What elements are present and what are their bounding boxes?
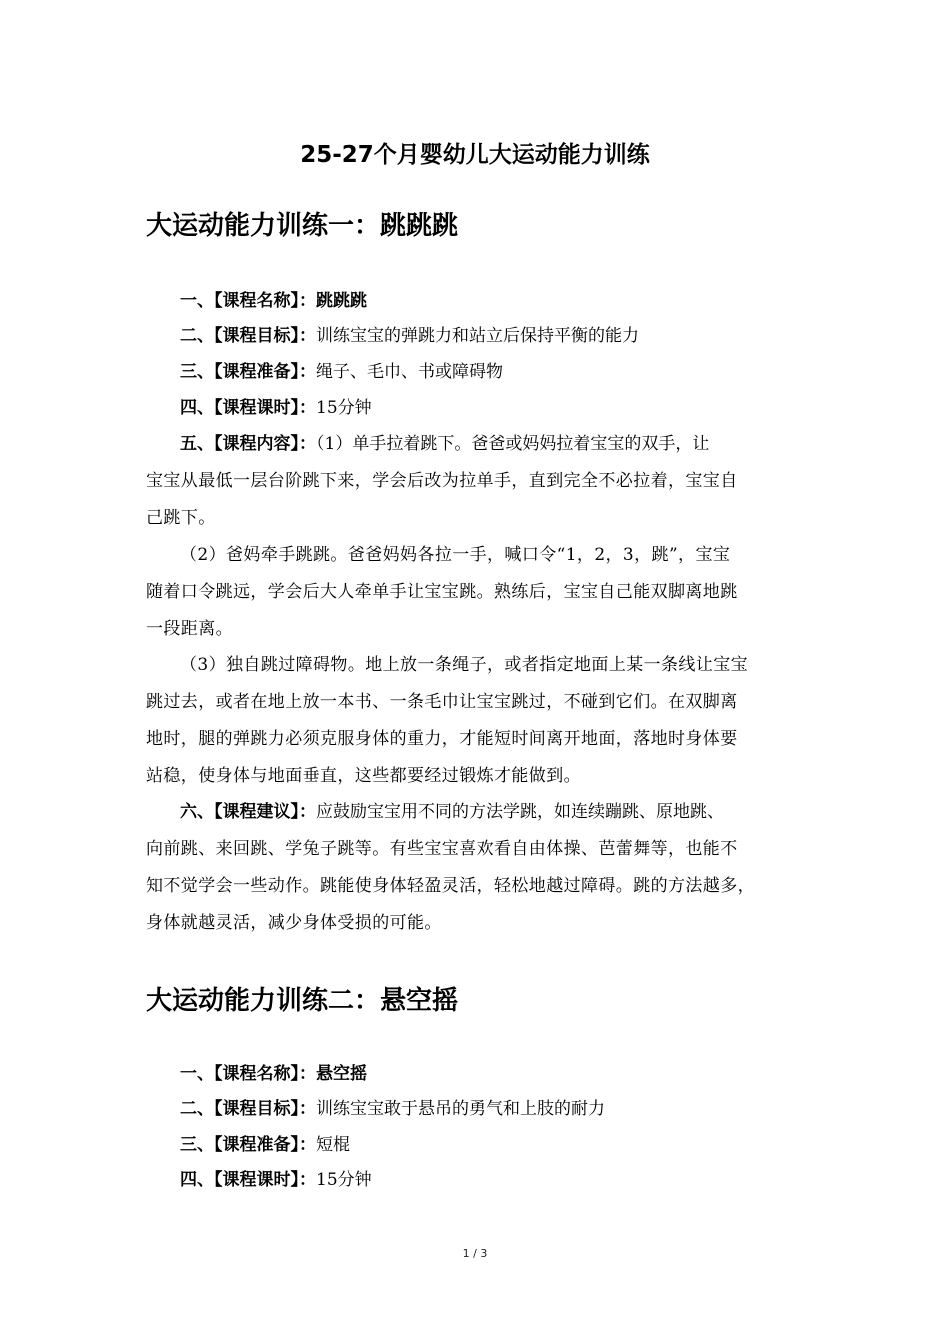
content-line: 地时，腿的弹跳力必须克服身体的重力，才能短时间离开地面，落地时身体要 <box>146 729 738 749</box>
s2-course-name-label: 一、【课程名称】： <box>180 1064 316 1084</box>
s1-course-prep <box>180 360 503 384</box>
advice-line: 向前跳、来回跳、学兔子跳等。有些宝宝喜欢看自由体操、芭蕾舞等，也能不 <box>146 839 738 859</box>
content-line: 己跳下。 <box>146 508 216 528</box>
s1-course-time <box>180 396 372 420</box>
s2-course-name-value: 悬空摇 <box>316 1064 367 1084</box>
s2-course-prep-value: 短棍 <box>316 1135 350 1155</box>
section-2-heading: 大运动能力训练二：悬空摇 <box>146 986 459 1016</box>
s1-course-advice-label: 六、【课程建议】： <box>180 802 316 822</box>
s2-course-goal-label: 二、【课程目标】： <box>180 1099 316 1119</box>
s2-course-time-label: 四、【课程课时】： <box>180 1170 316 1190</box>
advice-line: 知不觉学会一些动作。跳能使身体轻盈灵活，轻松地越过障碍。跳的方法越多， <box>146 876 755 896</box>
s1-course-advice <box>180 800 724 824</box>
s1-course-prep-label: 三、【课程准备】： <box>180 362 316 382</box>
content-line: 一段距离。 <box>146 619 233 639</box>
s1-course-name-value: 跳跳跳 <box>316 291 367 311</box>
s2-course-time <box>180 1168 372 1192</box>
s2-course-prep-label: 三、【课程准备】： <box>180 1135 316 1155</box>
s1-course-content <box>180 432 709 456</box>
s1-course-time-label: 四、【课程课时】： <box>180 398 316 418</box>
advice-line: 应鼓励宝宝用不同的方法学跳，如连续蹦跳、原地跳、 <box>316 802 724 822</box>
s1-course-time-value: 15分钟 <box>316 398 372 418</box>
content-line: 随着口令跳远，学会后大人牵单手让宝宝跳。熟练后，宝宝自己能双脚离地跳 <box>146 582 738 602</box>
s1-course-goal-value: 训练宝宝的弹跳力和站立后保持平衡的能力 <box>316 326 639 346</box>
advice-line: 身体就越灵活，减少身体受损的可能。 <box>146 913 442 933</box>
s1-course-prep-value: 绳子、毛巾、书或障碍物 <box>316 362 503 382</box>
content-line: 宝宝从最低一层台阶跳下来，学会后改为拉单手，直到完全不必拉着，宝宝自 <box>146 471 738 491</box>
s1-course-goal-label: 二、【课程目标】： <box>180 326 316 346</box>
document-title: 25-27个月婴幼儿大运动能力训练 <box>300 142 650 168</box>
s1-course-content-label: 五、【课程内容】： <box>180 434 316 454</box>
s2-course-prep <box>180 1133 350 1157</box>
content-line: （1）单手拉着跳下。爸爸或妈妈拉着宝宝的双手，让 <box>316 434 710 454</box>
s1-course-name-label: 一、【课程名称】： <box>180 291 316 311</box>
content-line: 跳过去，或者在地上放一本书、一条毛巾让宝宝跳过，不碰到它们。在双脚离 <box>146 692 738 712</box>
page-number: 1 / 3 <box>462 1247 488 1260</box>
s2-course-name <box>180 1062 367 1086</box>
content-line: （2）爸妈牵手跳跳。爸爸妈妈各拉一手，喊口令“1，2，3，跳”，宝宝 <box>180 545 731 565</box>
s1-course-goal <box>180 324 639 348</box>
content-line: 站稳，使身体与地面垂直，这些都要经过锻炼才能做到。 <box>146 766 581 786</box>
content-line: （3）独自跳过障碍物。地上放一条绳子，或者指定地面上某一条线让宝宝 <box>180 655 749 675</box>
s2-course-goal-value: 训练宝宝敢于悬吊的勇气和上肢的耐力 <box>316 1099 605 1119</box>
s1-course-name <box>180 289 367 313</box>
s2-course-time-value: 15分钟 <box>316 1170 372 1190</box>
section-1-heading: 大运动能力训练一：跳跳跳 <box>146 211 459 241</box>
s2-course-goal <box>180 1097 605 1121</box>
